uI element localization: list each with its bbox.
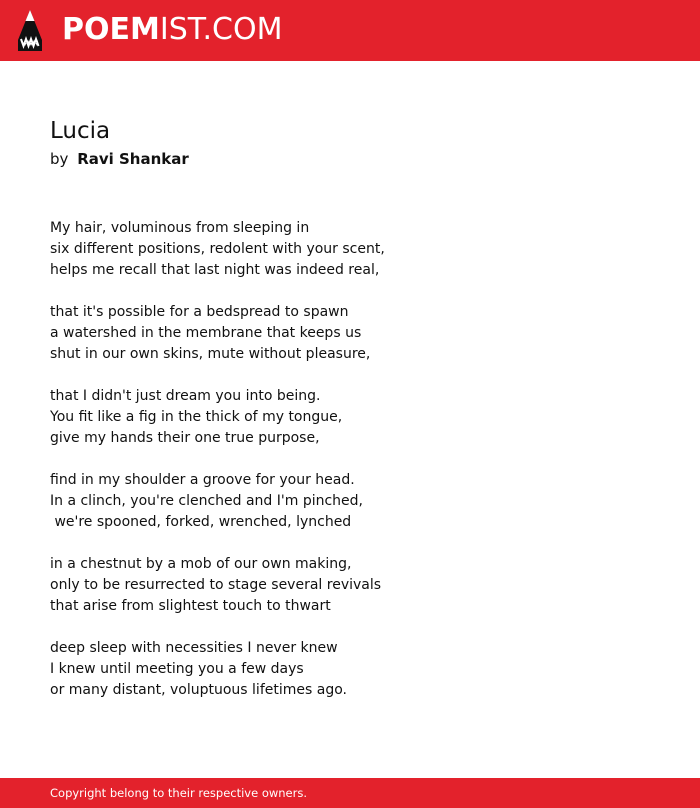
poem-line: In a clinch, you're clenched and I'm pinched, (50, 493, 364, 509)
stanza (50, 638, 650, 701)
poem-body (50, 218, 650, 722)
copyright-text: Copyright belong to their respective owners. (50, 786, 308, 800)
by-label: by (50, 150, 69, 168)
poem-title: Lucia (50, 118, 111, 144)
poem-line: six different positions, redolent with your scent, (50, 241, 385, 257)
poem-line: deep sleep with necessities I never knew (50, 640, 338, 656)
site-footer (0, 778, 700, 808)
poem-line: or many distant, voluptuous lifetimes ago. (50, 682, 347, 698)
pencil-logo-icon[interactable] (18, 10, 42, 51)
byline (50, 148, 189, 170)
stanza (50, 302, 650, 365)
stanza (50, 218, 650, 281)
poem-line: in a chestnut by a mob of our own making, (50, 556, 352, 572)
poem-line: that arise from slightest touch to thwart (50, 598, 331, 614)
author-name: Ravi Shankar (77, 150, 189, 168)
site-header (0, 0, 700, 61)
poem-line: shut in our own skins, mute without pleasure, (50, 346, 371, 362)
logo-bold-text: POEM (62, 12, 160, 47)
poem-line: that it's possible for a bedspread to spawn (50, 304, 349, 320)
logo-light-text: IST.COM (159, 12, 283, 47)
stanza (50, 554, 650, 617)
poem-line: only to be resurrected to stage several revivals (50, 577, 382, 593)
poem-line: a watershed in the membrane that keeps us (50, 325, 362, 341)
poem-line: helps me recall that last night was indeed real, (50, 262, 380, 278)
poem-line: give my hands their one true purpose, (50, 430, 320, 446)
poem-line: that I didn't just dream you into being. (50, 388, 321, 404)
poem-line: You fit like a fig in the thick of my tongue, (50, 409, 343, 425)
poem-line: I knew until meeting you a few days (50, 661, 304, 677)
stanza (50, 470, 650, 533)
site-logo[interactable] (62, 12, 282, 48)
stanza (50, 386, 650, 449)
poem-line: find in my shoulder a groove for your head. (50, 472, 355, 488)
poem-line: My hair, voluminous from sleeping in (50, 220, 310, 236)
poem-line: we're spooned, forked, wrenched, lynched (50, 514, 352, 530)
